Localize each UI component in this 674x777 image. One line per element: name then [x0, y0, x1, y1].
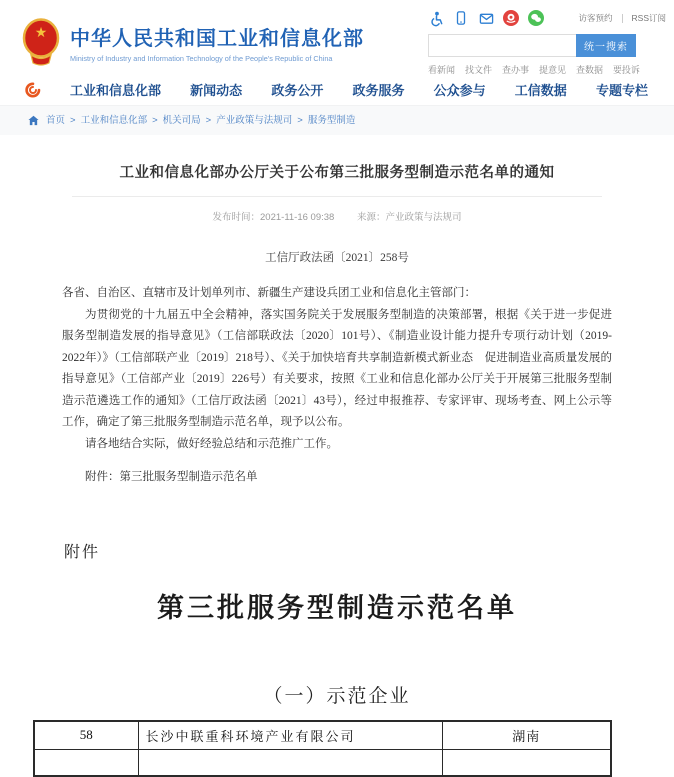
breadcrumb-separator: > [152, 114, 158, 126]
cell-company-name: 长沙中联重科环境产业有限公司 [138, 721, 442, 750]
header-right [428, 9, 666, 76]
site-brand [22, 18, 364, 66]
document-number: 工信厅政法函〔2021〕258号 [265, 252, 409, 264]
document-paragraphs [62, 283, 612, 489]
breadcrumb [0, 105, 674, 135]
nav-item-news[interactable]: 新闻动态 [190, 83, 243, 98]
paragraph-main: 为贯彻党的十九届五中全会精神，落实国务院关于发展服务型制造的决策部署，根据《关于进一步促进服务型制造发展的指导意见》（工信部联政法〔2020〕101号）、《制造业设计能力提升专项行动计划（2019-2022年）》（工信部联产业〔2019〕218号）、《关于加快培育共享制造新模式新业态 促进制造业高质量发展的指导意见》（工信部产业〔2019〕226号）有关要求，按照《工业和信息化部办公厅关于开展第三批服务型制造示范遴选工作的通知》（工信厅政法函〔2021〕43号），经过申报推荐、专家评审、现场考查、网上公示等工作，确定了第三批服务型制造示范名单，现予以公布。 [62, 308, 612, 428]
rss-subscribe-link[interactable]: RSS订阅 [631, 13, 666, 23]
paragraph-salutation: 各省、自治区、直辖市及计划单列市、新疆生产建设兵团工业和信息化主管部门： [62, 287, 476, 299]
nav-items [70, 80, 648, 99]
attachment-label: 附件 [64, 543, 101, 561]
cell-serial-number: 58 [34, 721, 138, 750]
breadcrumb-home[interactable]: 首页 [46, 114, 66, 126]
article-source: 来源：产业政策与法规司 [356, 212, 462, 223]
nav-item-miit-data[interactable]: 工信数据 [514, 83, 567, 98]
title-divider [72, 196, 602, 197]
attachment-subsection-title: （一）示范企业 [263, 685, 411, 707]
search-input[interactable] [428, 34, 576, 57]
link-find-docs[interactable]: 找文件 [464, 65, 492, 75]
link-suggestions[interactable]: 提意见 [538, 65, 566, 75]
header-divider [622, 14, 623, 23]
cell-province: 湖南 [442, 721, 611, 750]
nav-item-special-columns[interactable]: 专题专栏 [595, 83, 648, 98]
paragraph-closing: 请各地结合实际，做好经验总结和示范推广工作。 [85, 437, 338, 450]
nav-item-gov-service[interactable]: 政务服务 [352, 83, 405, 98]
nav-item-public-participation[interactable]: 公众参与 [433, 83, 486, 98]
search-bar [428, 34, 636, 57]
nav-item-gov-open[interactable]: 政务公开 [271, 83, 324, 98]
article [0, 135, 674, 489]
miit-logo-icon[interactable] [24, 81, 42, 99]
breadcrumb-separator: > [205, 114, 212, 126]
article-meta [0, 209, 674, 223]
header-icons-row [428, 9, 666, 27]
main-nav [0, 74, 674, 105]
site-title: 中华人民共和国工业和信息化部 [70, 27, 364, 50]
page-title: 工业和信息化部办公厅关于公布第三批服务型制造示范名单的通知 [119, 165, 555, 181]
breadcrumb-miit[interactable]: 工业和信息化部 [80, 114, 148, 126]
breadcrumb-separator: > [70, 114, 76, 126]
attachment-title: 第三批服务型制造示范名单 [157, 592, 517, 623]
document-body [0, 249, 674, 489]
breadcrumb-policy-dept[interactable]: 产业政策与法规司 [216, 114, 293, 126]
publish-time: 发布时间：2021-11-16 09:38 [212, 212, 335, 223]
attachment-section [0, 539, 674, 777]
cell-province [442, 750, 611, 776]
brand-text [70, 22, 364, 63]
demonstration-enterprises-table [33, 720, 612, 777]
wechat-icon[interactable] [528, 10, 544, 26]
table-row [34, 721, 611, 750]
paragraph-attachment-ref: 附件：第三批服务型制造示范名单 [85, 471, 258, 483]
svg-text:★: ★ [34, 24, 48, 40]
nav-item-miit[interactable]: 工业和信息化部 [70, 83, 162, 98]
home-icon [28, 115, 39, 126]
site-subtitle: Ministry of Industry and Information Technology of the People's Republic of China [70, 53, 333, 63]
national-emblem-icon [22, 18, 60, 66]
breadcrumb-departments[interactable]: 机关司局 [162, 114, 201, 126]
link-query-data[interactable]: 查数据 [575, 65, 603, 75]
mobile-icon[interactable] [453, 10, 469, 26]
link-complaints[interactable]: 要投诉 [612, 65, 640, 75]
service-links-row [428, 63, 640, 76]
breadcrumb-service-manufacturing[interactable]: 服务型制造 [307, 114, 356, 126]
accessibility-icon[interactable] [428, 10, 444, 26]
weibo-icon[interactable] [503, 10, 519, 26]
link-read-news[interactable]: 看新闻 [428, 65, 456, 75]
cell-company-name [138, 750, 442, 776]
mail-icon[interactable] [478, 10, 494, 26]
site-header [0, 0, 674, 74]
link-handle-affairs[interactable]: 查办事 [501, 65, 529, 75]
breadcrumb-separator: > [297, 114, 303, 126]
table-row-partial [34, 750, 611, 776]
search-button[interactable]: 统一搜索 [576, 34, 636, 57]
visitor-appointment-link[interactable]: 访客预约 [578, 13, 613, 23]
cell-serial-number [34, 750, 138, 776]
